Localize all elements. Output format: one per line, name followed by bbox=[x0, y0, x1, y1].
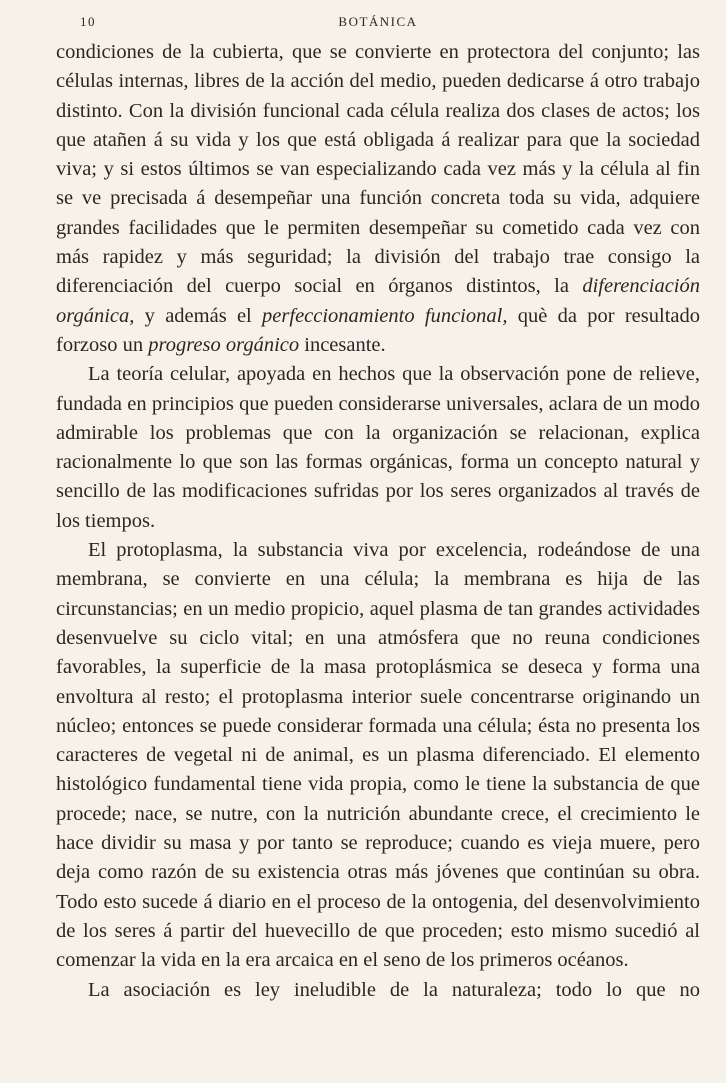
paragraph-1-mid-1: y además el bbox=[134, 304, 263, 327]
running-title: BOTÁNICA bbox=[338, 14, 418, 29]
paragraph-1-tail: incesante. bbox=[299, 333, 386, 356]
paragraph-asociacion: La asociación es ley ineludible de la naturaleza; todo lo que no bbox=[88, 978, 700, 1001]
paragraph-1-lead: condiciones de la cubierta, que se convierte en protectora del conjunto; las células internas, libres de la acción del medio, pueden dedicarse á otro trabajo distinto. Con la división funcional cada célula realiza dos clases de actos; los que atañen á su vida y los que está obligada á realizar para que la sociedad viva; y si estos últimos se van especializando cada vez más y la célula al fin se ve precisada á desempeñar una función concreta toda su vida, adquiere grandes facilidades que le permiten desempeñar su cometido cada vez con más rapidez y más seguridad; la división del trabajo trae consigo la diferenciación del cuerpo social en órganos distintos, la bbox=[56, 41, 700, 298]
paragraph-continued bbox=[56, 38, 700, 360]
paragraph-protoplasma: El protoplasma, la substancia viva por excelencia, rodeándose de una membrana, se convierte en una célula; la membrana es hija de las circunstancias; en un medio propicio, aquel plasma de tan grandes actividades desenvuelve su ciclo vital; en una atmósfera que no reuna condiciones favorables, la superficie de la masa protoplásmica se deseca y forma una envoltura al resto; el protoplasma interior suele concentrarse originando un núcleo; entonces se puede considerar formada una célula; ésta no presenta los caracteres de vegetal ni de animal, es un plasma diferenciado. El elemento histológico fundamental tiene vida propia, como le tiene la substancia de que procede; nace, se nutre, con la nutrición abundante crece, el crecimiento le hace dividir su masa y por tanto se reproduce; cuando es vieja muere, pero deja como razón de su existencia otras más jóvenes que continúan su obra. Todo esto sucede á diario en el proceso de la ontogenia, del desenvolvimiento de los seres á partir del huevecillo de que proceden; esto mismo sucedió al comenzar la vida en la era arcaica en el seno de los primeros océanos. bbox=[56, 539, 700, 972]
body-text bbox=[56, 38, 700, 1005]
term-progreso-organico: progreso orgánico bbox=[148, 333, 300, 356]
term-perfeccionamiento-funcional: perfeccionamiento funcional, bbox=[262, 304, 508, 327]
running-head bbox=[56, 10, 700, 38]
term-diferenciacion-organica: diferenciación orgánica, bbox=[56, 275, 700, 327]
page-number: 10 bbox=[80, 14, 96, 29]
paragraph-teoria-celular: La teoría celular, apoyada en hechos que la observación pone de relieve, fundada en principios que pueden considerarse universales, aclara de un modo admirable los problemas que con la organización se relacionan, explica racionalmente lo que son las formas orgánicas, forma un concepto natural y sencillo de las modificaciones sufridas por los seres organizados al través de los tiempos. bbox=[56, 363, 700, 532]
paragraph-1-mid-2: què da por resultado forzoso un bbox=[56, 304, 701, 356]
